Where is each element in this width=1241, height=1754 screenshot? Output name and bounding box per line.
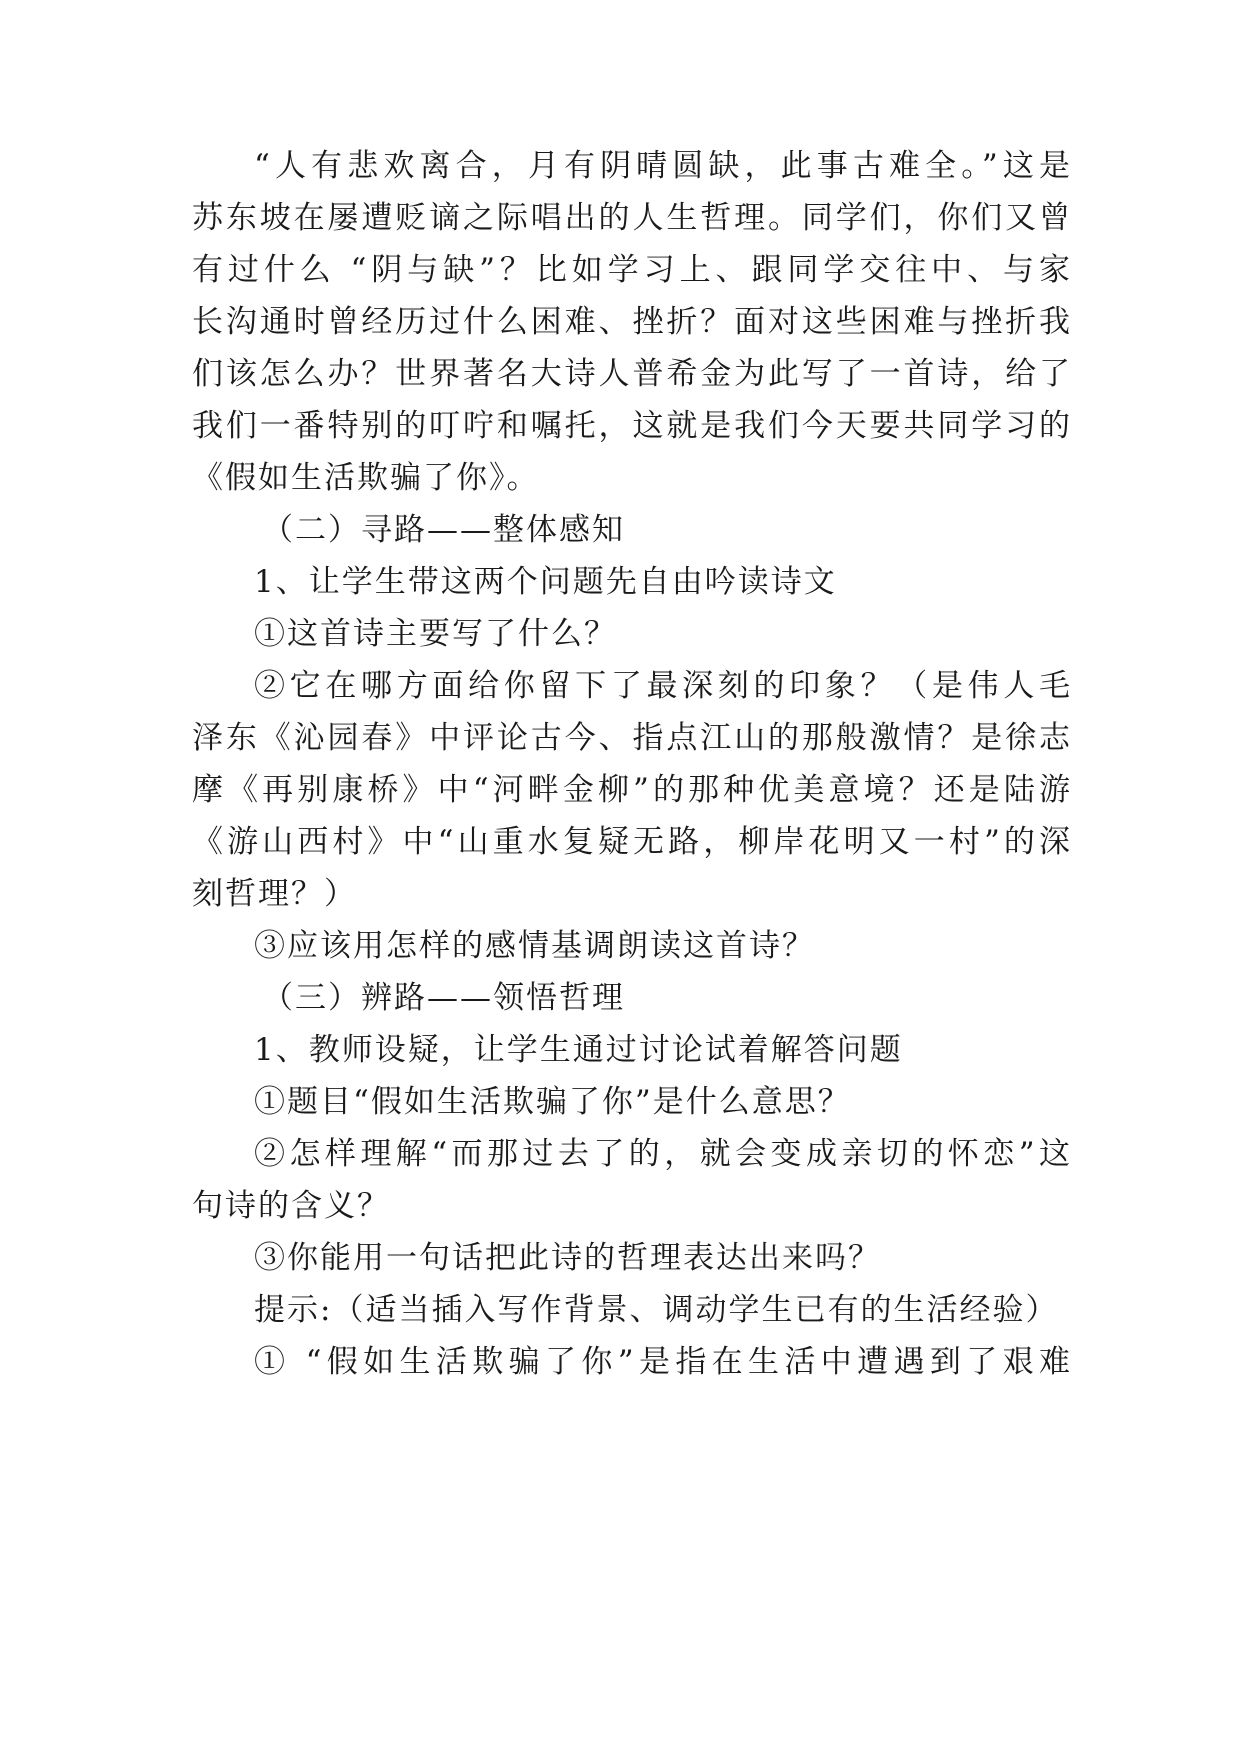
question-item: ①题目“假如生活欺骗了你”是什么意思？ — [254, 1084, 851, 1120]
paragraph-line: 《假如生活欺骗了你》。 — [192, 460, 540, 496]
question-item: ②怎样理解“而那过去了的，就会变成亲切的怀恋”这 — [254, 1136, 1072, 1172]
paragraph-line: 刻哲理？） — [192, 876, 357, 912]
paragraph-line: 长沟通时曾经历过什么困难、挫折？面对这些困难与挫折我 — [192, 304, 1072, 340]
paragraph-line: 有过什么 “阴与缺”？比如学习上、跟同学交往中、与家 — [192, 252, 1072, 288]
paragraph-line: 《游山西村》中“山重水复疑无路，柳岸花明又一村”的深 — [192, 824, 1072, 860]
paragraph-line: 句诗的含义？ — [192, 1188, 390, 1224]
question-item: ②它在哪方面给你留下了最深刻的印象？（是伟人毛 — [254, 668, 1072, 704]
question-item: ③应该用怎样的感情基调朗读这首诗？ — [254, 928, 815, 964]
paragraph-line: 们该怎么办？世界著名大诗人普希金为此写了一首诗，给了 — [192, 356, 1072, 392]
list-item: 1、教师设疑，让学生通过讨论试着解答问题 — [254, 1032, 903, 1068]
question-item: ③你能用一句话把此诗的哲理表达出来吗？ — [254, 1240, 881, 1276]
paragraph-line: “人有悲欢离合，月有阴晴圆缺，此事古难全。”这是 — [254, 148, 1072, 184]
section-heading: （三）辨路——领悟哲理 — [262, 980, 625, 1016]
section-heading: （二）寻路——整体感知 — [262, 512, 625, 548]
paragraph-line: 摩《再别康桥》中“河畔金柳”的那种优美意境？还是陆游 — [192, 772, 1072, 808]
answer-item: ① “假如生活欺骗了你”是指在生活中遭遇到了艰难 — [254, 1344, 1072, 1380]
paragraph-line: 苏东坡在屡遭贬谪之际唱出的人生哲理。同学们，你们又曾 — [192, 200, 1072, 236]
paragraph-line: 泽东《沁园春》中评论古今、指点江山的那般激情？是徐志 — [192, 720, 1072, 756]
paragraph-line: 我们一番特别的叮咛和嘱托，这就是我们今天要共同学习的 — [192, 408, 1072, 444]
hint-line: 提示:（适当插入写作背景、调动学生已有的生活经验） — [254, 1292, 1059, 1328]
list-item: 1、让学生带这两个问题先自由吟读诗文 — [254, 564, 837, 600]
question-item: ①这首诗主要写了什么？ — [254, 616, 617, 652]
